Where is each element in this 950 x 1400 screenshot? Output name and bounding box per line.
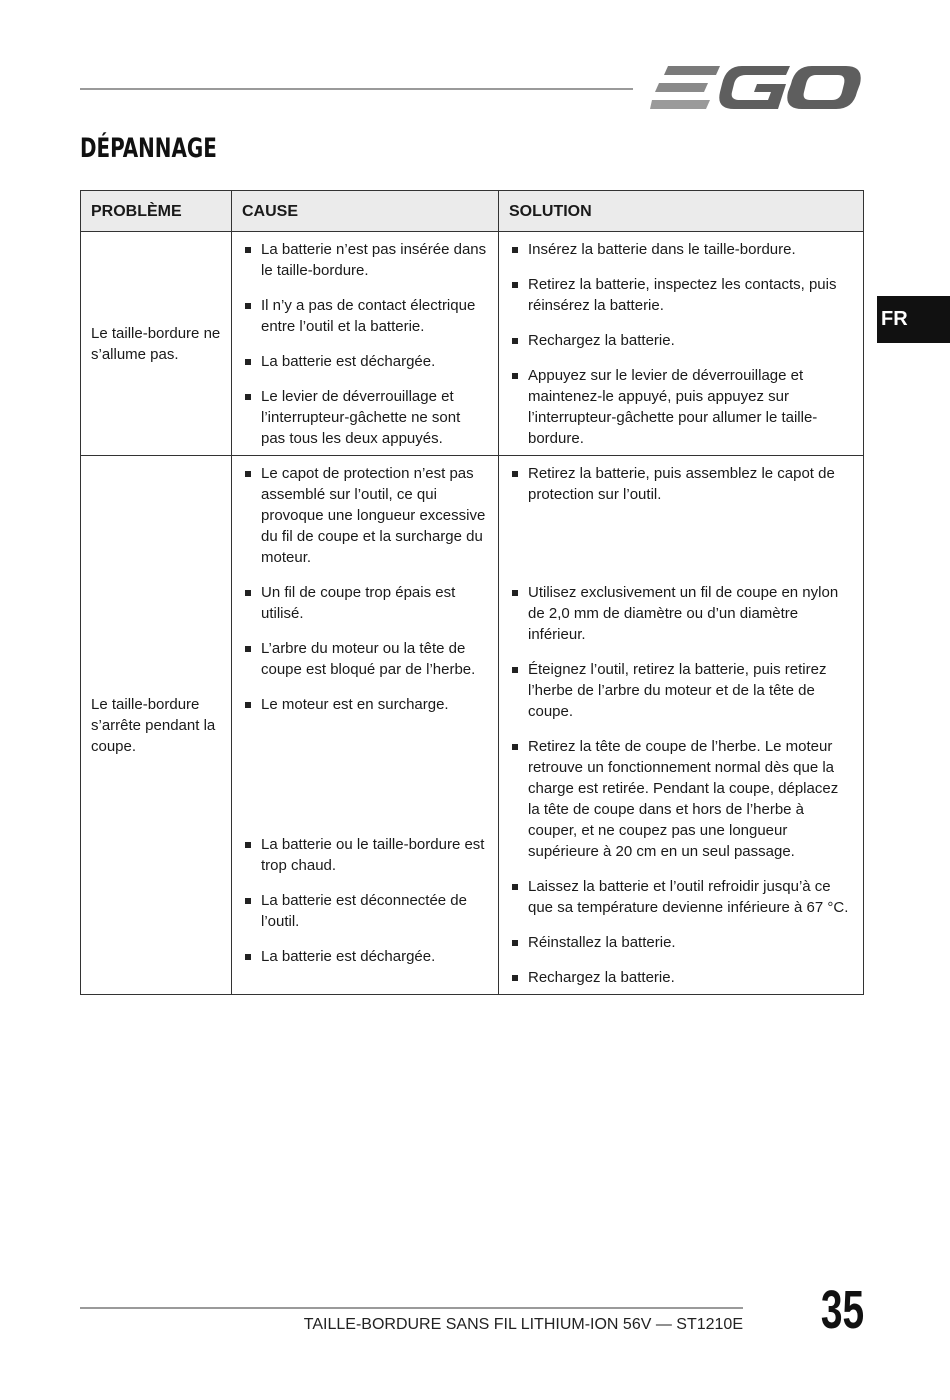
cause-item: Il n’y a pas de contact électrique entre l’outil et la batterie. — [244, 295, 488, 337]
header-cause: CAUSE — [232, 191, 499, 232]
logo-o — [787, 66, 860, 109]
language-tab: FR — [877, 296, 950, 343]
header-problem: PROBLÈME — [81, 191, 232, 232]
solution-cell — [499, 456, 864, 995]
solution-item: Retirez la batterie, inspectez les contacts, puis réinsérez la batterie. — [511, 274, 853, 316]
logo-e-stripe-mid — [655, 83, 708, 92]
solution-item: Insérez la batterie dans le taille-bordure. — [511, 239, 853, 260]
page-number: 35 — [820, 1280, 864, 1340]
cause-item: La batterie est déchargée. — [244, 946, 488, 967]
solution-item: Laissez la batterie et l’outil refroidir jusqu’à ce que sa température devienne inférieure à 67 °C. — [511, 876, 853, 918]
table-header-row — [81, 191, 864, 232]
solution-item: Retirez la batterie, puis assemblez le capot de protection sur l’outil. — [511, 463, 853, 568]
cause-item: Un fil de coupe trop épais est utilisé. — [244, 582, 488, 624]
cause-item: Le moteur est en surcharge. — [244, 694, 488, 820]
logo-e-stripe-top — [664, 66, 720, 75]
ego-logo — [650, 62, 862, 114]
solution-item: Retirez la tête de coupe de l’herbe. Le moteur retrouve un fonctionnement normal dès que la charge est retirée. Pendant la coupe, déplacez la tête de coupe dans et hors de l’herbe à couper, et ne coupez pas une longueur supérieure à 20 cm en un seul passage. — [511, 736, 853, 862]
solution-item: Utilisez exclusivement un fil de coupe en nylon de 2,0 mm de diamètre ou d’un diamètre inférieur. — [511, 582, 853, 645]
cause-cell — [232, 232, 499, 456]
table-row — [81, 456, 864, 995]
problem-cell: Le taille-bordure ne s’allume pas. — [81, 232, 232, 456]
logo-e-stripe-bottom — [650, 100, 710, 109]
cause-item: La batterie est déchargée. — [244, 351, 488, 372]
cause-cell — [232, 456, 499, 995]
section-title: DÉPANNAGE — [80, 133, 217, 164]
footer-product-title: TAILLE-BORDURE SANS FIL LITHIUM-ION 56V — ST1210E — [303, 1316, 743, 1333]
solution-item: Rechargez la batterie. — [511, 330, 853, 351]
header-solution: SOLUTION — [499, 191, 864, 232]
header-rule — [80, 88, 633, 90]
solution-cell — [499, 232, 864, 456]
cause-item: L’arbre du moteur ou la tête de coupe est bloqué par de l’herbe. — [244, 638, 488, 680]
table-row — [81, 232, 864, 456]
footer-rule — [80, 1307, 743, 1309]
cause-item: La batterie ou le taille-bordure est trop chaud. — [244, 834, 488, 876]
solution-item: Éteignez l’outil, retirez la batterie, puis retirez l’herbe de l’arbre du moteur et de la tête de coupe. — [511, 659, 853, 722]
logo-g — [719, 66, 790, 109]
troubleshooting-table — [80, 190, 864, 995]
solution-item: Rechargez la batterie. — [511, 967, 853, 988]
cause-item: La batterie est déconnectée de l’outil. — [244, 890, 488, 932]
cause-item: La batterie n’est pas insérée dans le taille-bordure. — [244, 239, 488, 281]
cause-item: Le levier de déverrouillage et l’interrupteur-gâchette ne sont pas tous les deux appuyés. — [244, 386, 488, 449]
solution-item: Appuyez sur le levier de déverrouillage et maintenez-le appuyé, puis appuyez sur l’interrupteur-gâchette pour allumer le taille-bordure. — [511, 365, 853, 449]
problem-cell: Le taille-bordure s’arrête pendant la coupe. — [81, 456, 232, 995]
cause-item: Le capot de protection n’est pas assemblé sur l’outil, ce qui provoque une longueur excessive du fil de coupe et la surcharge du moteur. — [244, 463, 488, 568]
solution-item: Réinstallez la batterie. — [511, 932, 853, 953]
